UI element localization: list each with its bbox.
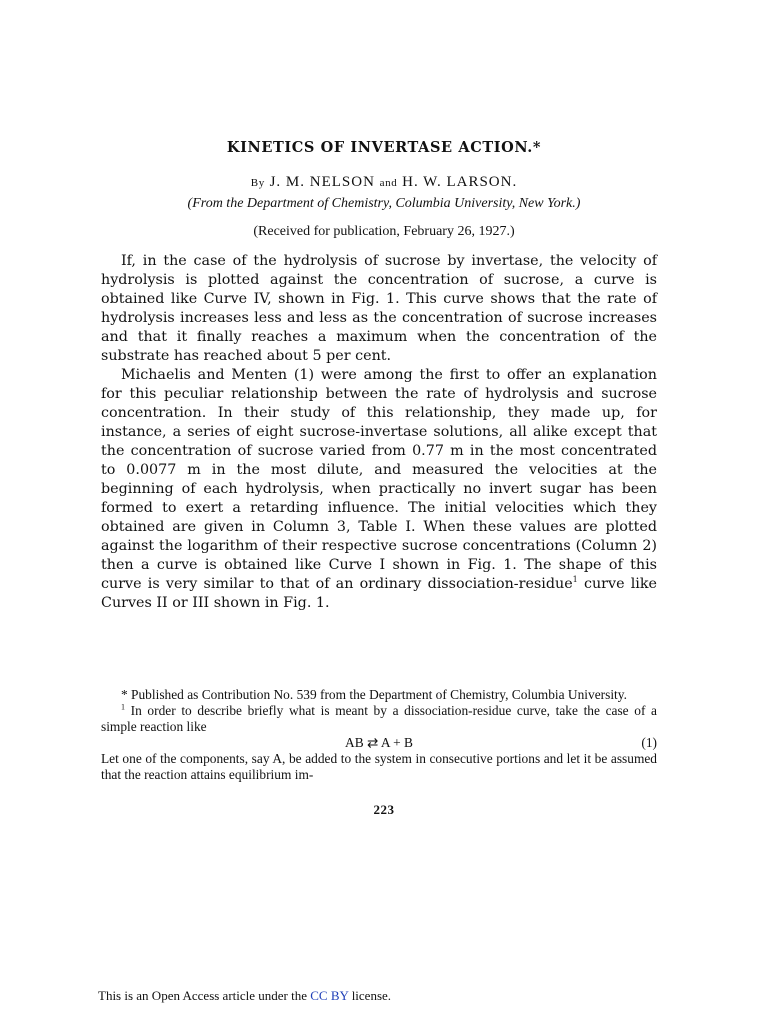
article-body	[101, 252, 657, 613]
byline-by: By	[250, 177, 265, 189]
affiliation: (From the Department of Chemistry, Columbia University, New York.)	[187, 196, 581, 211]
footnote-1-text: In order to describe briefly what is meant by a dissociation-residue curve, take the case of a simple reaction like	[101, 703, 657, 734]
license-prefix: This is an Open Access article under the	[98, 988, 308, 1003]
equation-row	[101, 735, 657, 751]
author-nelson: J. M. NELSON	[269, 174, 375, 190]
byline-and: and	[379, 177, 398, 189]
page-number: 223	[373, 802, 395, 817]
author-larson: H. W. LARSON.	[402, 174, 518, 190]
footnote-1-continued: Let one of the components, say A, be added to the system in consecutive portions and let it be assumed that the reaction attains equilibrium im-	[101, 751, 657, 782]
equation-number: (1)	[641, 735, 657, 750]
paragraph-2-tail: curve like Curves II or III shown in Fig. 1.	[101, 576, 657, 611]
reaction-equation: AB ⇄ A + B	[345, 735, 413, 750]
license-notice	[98, 988, 391, 1004]
footnote-1	[101, 703, 657, 735]
footnotes	[101, 687, 657, 783]
paragraph-2-text: Michaelis and Menten (1) were among the first to offer an explanation for this peculiar relationship between the rate of hydrolysis and sucrose concentration. In their study of this relationship, they made up, for instance, a series of eight sucrose-invertase solutions, all alike except that the concentration of sucrose varied from 0.77 m in the most concentrated to 0.0077 m in the most dilute, and measured the velocities at the beginning of each hydrolysis, when practically no invert sugar has been formed to exert a retarding influence. The initial velocities which they obtained are given in Column 3, Table I. When these values are plotted against the logarithm of their respective sucrose concentrations (Column 2) then a curve is obtained like Curve I shown in Fig. 1. The shape of this curve is very similar to that of an ordinary dissociation-residue	[101, 367, 657, 592]
footnote-1-marker: 1	[121, 702, 125, 712]
body-paragraph-1: If, in the case of the hydrolysis of sucrose by invertase, the velocity of hydrolysis is plotted against the concentration of sucrose, a curve is obtained like Curve IV, shown in Fig. 1. This curve shows that the rate of hydrolysis increases less and less as the concentration of sucrose increases and that it finally reaches a maximum when the concentration of the substrate has reached about 5 per cent.	[101, 253, 657, 364]
cc-by-link[interactable]: CC BY	[310, 988, 349, 1003]
article-title: KINETICS OF INVERTASE ACTION.*	[226, 139, 542, 156]
footnote-ref-1: 1	[572, 575, 578, 585]
byline	[0, 174, 768, 191]
footnote-star: * Published as Contribution No. 539 from the Department of Chemistry, Columbia University.	[121, 687, 627, 702]
license-suffix: license.	[351, 988, 392, 1003]
body-paragraph-2	[101, 366, 657, 613]
received-date: (Received for publication, February 26, 1927.)	[253, 224, 515, 239]
